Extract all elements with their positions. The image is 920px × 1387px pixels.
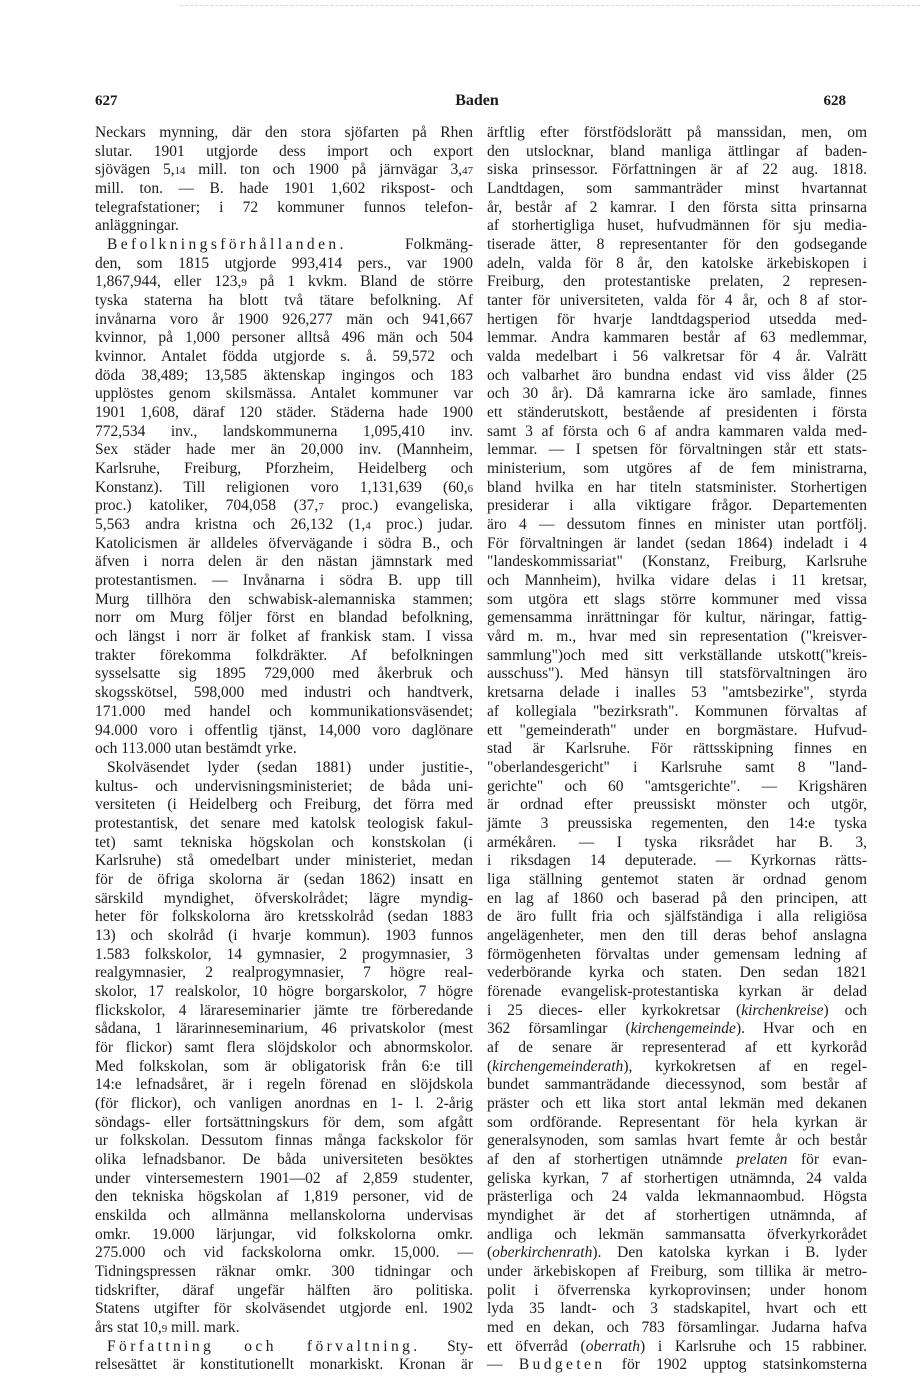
text-line: 1901 1,608, däraf 120 städer. Städerna hade 1900 <box>95 404 473 422</box>
text-line: vård m. m., hvar med sin representation ("kreisver- <box>487 628 867 646</box>
text-line: andliga och lekmän sammansatta öfverkyrkorådet <box>487 1225 867 1243</box>
text-line: geliska kyrkan, 7 af storhertigen utnämnda, 24 valda <box>487 1169 867 1187</box>
spaced-heading: Budgeten <box>518 1356 606 1374</box>
text-run: ), kyrkokretsen af en regel- <box>623 1057 867 1075</box>
text-run: ) i Karlsruhe och 15 rabbiner. <box>639 1337 867 1355</box>
text-line: äro 4 — dessutom finnes en minister utan portfölj. <box>487 516 867 534</box>
text-line: slutar. 1901 utgjorde dess import och export <box>95 142 473 160</box>
italic-term: prelaten <box>736 1150 788 1168</box>
italic-term: kirchenkreise <box>741 1001 824 1019</box>
paragraph <box>487 124 867 1375</box>
text-line: norr om Murg följer först en blandad befolkning, <box>95 609 473 627</box>
text-line <box>95 1319 473 1338</box>
text-line: Sex städer hade mer än 20,000 inv. (Mannheim, <box>95 441 473 459</box>
text-line: presiderar i alla viktigare frågor. Departementen <box>487 497 867 515</box>
text-line: ministerium, som utgöres af de fem ministrarna, <box>487 460 867 478</box>
text-line: telegrafstationer; i 72 kommuner funnos telefon- <box>95 198 473 216</box>
text-line: för flickor) samt flera slöjdskolor och abnormskolor. <box>95 1038 473 1056</box>
right-page-number: 628 <box>823 93 846 109</box>
text-line: 1.583 folkskolor, 14 gymnasier, 2 progymnasier, 3 <box>95 945 473 963</box>
text-line: gerichte" och 60 "amtsgerichte". — Krigshären <box>487 777 867 795</box>
left-page-number: 627 <box>95 93 118 109</box>
text-line: som ordförande. Representant för hela kyrkan är <box>487 1113 867 1131</box>
text-line: kvinnor, på 1,000 personer alltså 496 män och 504 <box>95 329 473 347</box>
text-line: Statens utgifter för skolväsendet utgjorde enl. 1902 <box>95 1300 473 1318</box>
text-run: för evan- <box>787 1150 867 1168</box>
text-run: mill. ton och 1900 på järnvägar 3, <box>185 161 463 179</box>
text-line: och valbarhet äro bundna endast vid viss ålder (25 <box>487 366 867 384</box>
paragraph <box>95 759 473 1338</box>
small-digits: 7 <box>318 501 324 514</box>
text-line: Landtdagen, som sammanträder minst hvartannat <box>487 180 867 198</box>
text-line: trakter förekomma folkdräkter. Af befolkningen <box>95 646 473 664</box>
text-line <box>487 1244 867 1263</box>
spaced-heading: Författning och förvaltning. <box>107 1337 421 1355</box>
text-line <box>487 1151 867 1170</box>
text-line: anläggningar. <box>95 217 179 235</box>
text-run: proc.) judar. <box>370 516 473 534</box>
text-line: och längst i norr är folket af frankisk stam. I vissa <box>95 628 473 646</box>
text-line: af storhertigliga huset, hufvudmännen för sju media- <box>487 217 867 235</box>
text-line: olika lefnadsbanor. De båda universiteten besöktes <box>95 1150 473 1168</box>
text-line: som utgöra ett slags större kommuner med vissa <box>487 590 867 608</box>
spaced-heading: Befolkningsförhållanden. <box>107 236 347 254</box>
text-run: på 1 kvkm. Bland de större <box>246 273 473 291</box>
text-line: mill. ton. — B. hade 1901 1,602 rikspost- och <box>95 180 473 198</box>
text-line: sysselsatte sig 1895 729,000 med åkerbruk och <box>95 665 473 683</box>
text-run: ) och <box>823 1001 867 1019</box>
text-run: proc.) katoliker, 704,058 (37, <box>95 497 319 515</box>
text-line: liga ställning gentemot staten är ordnad genom <box>487 870 867 888</box>
text-line: skolor, 17 realskolor, 10 högre borgarskolor, 7 högre <box>95 982 473 1000</box>
text-line: ärftlig efter förstfödslorätt på manssidan, men, om <box>487 124 867 141</box>
text-line: siska prinsessor. Författningen är af 22 aug. 1818. <box>487 161 867 179</box>
text-line <box>487 1058 867 1077</box>
text-line: sammlung")och med sitt verkställande utskott("kreis- <box>487 646 867 664</box>
text-line: Tidningspressen räknar omkr. 300 tidningar och <box>95 1262 473 1280</box>
text-run: 1,867,944, eller 123, <box>95 273 242 291</box>
page-header <box>0 90 920 112</box>
small-digits: 4 <box>365 520 371 533</box>
text-line: Karlsruhe) stå omedelbart under ministeriet, medan <box>95 852 473 870</box>
text-run: 362 församlingar ( <box>487 1020 631 1038</box>
text-line: protestantisk, det senare med katolsk teologisk fakul- <box>95 814 473 832</box>
text-line: kultus- och undervisningsministeriet; de båda uni- <box>95 777 473 795</box>
text-line <box>95 236 473 255</box>
text-line: af kollegiala "bezirksrath". Kommunen förvaltas af <box>487 702 867 720</box>
text-line: med en dekan, och 783 församlingar. Judarna hafva <box>487 1319 867 1336</box>
text-run: — <box>487 1356 519 1374</box>
text-run: mill. mark. <box>167 1319 240 1336</box>
text-line <box>95 497 473 516</box>
text-line: lyda 35 landt- och 3 stadskapitel, hvart och ett <box>487 1300 867 1318</box>
small-digits: 6 <box>467 482 473 495</box>
text-line: vederbörande kyrka och staten. Den sedan 1821 <box>487 964 867 982</box>
small-digits: 9 <box>241 277 247 290</box>
text-line: i riksdagen 14 deputerade. — Kyrkornas rätts- <box>487 852 867 870</box>
text-line: söndags- eller fortsättningskurs för dem, som afgått <box>95 1113 473 1131</box>
text-run: Konstanz). Till religionen voro 1,131,639 (60, <box>95 478 468 496</box>
text-line: myndighet är det af storhertigen utnämnda, af <box>487 1206 867 1224</box>
text-line: realgymnasier, 2 realprogymnasier, 7 högre real- <box>95 964 473 982</box>
text-line: och Mannheim), hvilka vidare delas i 11 kretsar, <box>487 572 867 590</box>
text-line: bundet sammanträdande diecessynod, som består af <box>487 1076 867 1094</box>
text-line: stad är Karlsruhe. För rättsskipning finnes en <box>487 740 867 758</box>
text-line: hertigen för hvarje landtdagsperiod utsedda med- <box>487 310 867 328</box>
text-run: för 1902 upptog statsinkomsterna <box>605 1356 868 1374</box>
text-line: är ordnad efter preussiskt mönster och utgör, <box>487 796 867 814</box>
text-line: Neckars mynning, där den stora sjöfarten på Rhen <box>95 124 473 141</box>
italic-term: oberrath <box>585 1337 640 1355</box>
text-run: ). Hvar och en <box>735 1020 868 1038</box>
text-line <box>95 1338 473 1357</box>
text-line: förenade evangelisk-protestantiska kyrkan är delad <box>487 982 867 1000</box>
text-line: kretsarna delade i inalles 53 "amtsbezirke", styrda <box>487 684 867 702</box>
text-line: 275.000 och vid fackskolorna omkr. 15,000. — <box>95 1244 473 1262</box>
paragraph <box>95 1338 473 1375</box>
text-line: jämte 3 preussiska regementen, den 14:e tyska <box>487 814 867 832</box>
text-line: 14:e lefnadsåret, är i regeln förenad en slöjdskola <box>95 1076 473 1094</box>
text-line: samt 3 af första och 6 af andra kammaren valda med- <box>487 422 867 440</box>
text-line: de äro fullt fria och själfständiga i alla religiösa <box>487 908 867 926</box>
text-line: och 113.000 utan bestämdt yrke. <box>95 740 297 758</box>
text-line: angelägenheter, men den till deras behof anslagna <box>487 926 867 944</box>
italic-term: kirchengemeinde <box>630 1020 736 1038</box>
text-line <box>95 479 473 498</box>
text-line: versiteten (i Heidelberg och Freiburg, det förra med <box>95 796 473 814</box>
text-line: Med folkskolan, som är obligatorisk från 6:e till <box>95 1057 473 1075</box>
text-run: ( <box>487 1244 493 1262</box>
small-digits: 14 <box>174 165 186 178</box>
text-line: den utslocknar, bland manliga ättlingar af baden- <box>487 142 867 160</box>
text-line: förmögenheten förvaltas under gemensam ledning af <box>487 945 867 963</box>
text-run: proc.) evangeliska, <box>323 497 473 515</box>
text-line: generalsynoden, som samlas hvart femte år och består <box>487 1132 867 1150</box>
text-line: 13) och skolråd (i hvarje kommun). 1903 funnos <box>95 926 473 944</box>
text-line: omkr. 19.000 lärjungar, vid folkskolorna omkr. <box>95 1225 473 1243</box>
text-line: 171.000 med handel och kommunikationsväsendet; <box>95 702 473 720</box>
text-run: af den af storhertigen utnämnde <box>487 1150 737 1168</box>
text-line: den tekniska högskolan af 1,819 personer, vid de <box>95 1188 473 1206</box>
text-line: protestantismen. — Invånarna i södra B. upp till <box>95 572 473 590</box>
text-line: den, som 1815 utgjorde 993,414 pers., var 1900 <box>95 254 473 272</box>
text-line: polit i öfverrenska kyrkoprovinsen; under honom <box>487 1281 867 1299</box>
text-line: under ärkebiskopen af Freiburg, som tillika är metro- <box>487 1262 867 1280</box>
text-run: Sty- <box>420 1337 473 1355</box>
text-line <box>487 1020 867 1039</box>
italic-term: kirchengemeinderath <box>492 1057 624 1075</box>
text-line: döda 38,489; 13,585 äktenskap ingingos och 183 <box>95 366 473 384</box>
text-line: år, består af 2 kamrar. I den första sitta prinsarna <box>487 198 867 216</box>
text-run: Folkmäng- <box>346 236 473 254</box>
text-line: en lag af 1860 och baserad på den principen, att <box>487 889 867 907</box>
text-run: ( <box>487 1057 493 1075</box>
text-line: ur folkskolan. Dessutom finnas många fackskolor för <box>95 1132 473 1150</box>
text-line: tyska staterna ha blott två tätare befolkning. Af <box>95 292 473 310</box>
text-line: och 30 år). Då kamrarna icke äro samlade, finnes <box>487 385 867 403</box>
text-line: bland hvilka en har titeln statsminister. Storhertigen <box>487 478 867 496</box>
text-line: lemmar. — I spetsen för förvaltningen står ett stats- <box>487 441 867 459</box>
text-line: "landeskommissariat" (Konstanz, Freiburg, Karlsruhe <box>487 553 867 571</box>
text-line: af de senare är representerad af ett kyrkoråd <box>487 1038 867 1056</box>
text-line: tanter för universiteten, valda för 4 år, och 8 af stor- <box>487 292 867 310</box>
running-title: Baden <box>455 92 499 109</box>
text-line: sådana, 1 lärarinneseminarium, 46 privatskolor (mest <box>95 1020 473 1038</box>
text-line: kvinnor. Antalet födda utgjorde s. å. 59,572 och <box>95 348 473 366</box>
text-line: Katolicismen är alldeles öfvervägande i södra B., och <box>95 534 473 552</box>
text-line <box>95 516 473 535</box>
text-run: års stat 10, <box>95 1319 162 1336</box>
text-run: 5,563 andra kristna och 26,132 (1, <box>95 516 366 534</box>
text-line: heter för folkskolorna äro kretsskolråd (sedan 1883 <box>95 908 473 926</box>
text-line: Skolväsendet lyder (sedan 1881) under justitie-, <box>107 758 473 776</box>
text-line: äfven i norra delen är den nästan jämnstark med <box>95 553 473 571</box>
text-line: Karlsruhe, Freiburg, Pforzheim, Heidelberg och <box>95 460 473 478</box>
text-line <box>487 1338 867 1357</box>
text-line: 772,534 inv., landskommunerna 1,095,410 inv. <box>95 422 473 440</box>
text-line: gemensamma inrättningar för kultur, näringar, fattig- <box>487 609 867 627</box>
small-digits: 47 <box>462 165 473 178</box>
text-line <box>487 1002 867 1021</box>
text-line <box>487 1356 867 1375</box>
italic-term: oberkirchenrath <box>492 1244 593 1262</box>
text-line: valda medelbart i 56 valkretsar för 4 år. Valrätt <box>487 348 867 366</box>
text-run: i 25 dieces- eller kyrkokretsar ( <box>487 1001 742 1019</box>
text-line: för de öfriga skolorna är (sedan 1862) insatt en <box>95 870 473 888</box>
text-line: tidskrifter, däraf ungefär hälften äro politiska. <box>95 1281 473 1299</box>
text-line: tet) samt tekniska högskolan och konstskolan (i <box>95 833 473 851</box>
paragraph <box>95 124 473 236</box>
text-line: ett ständerutskott, bestående af presidenten i första <box>487 404 867 422</box>
text-line: lemmar. Andra kammaren består af 63 medlemmar, <box>487 329 867 347</box>
text-line: 94.000 voro i offentlig tjänst, 14,000 voro daglönare <box>95 721 473 739</box>
scan-edge-line <box>180 5 920 6</box>
text-line: enskilda och allmänna mellanskolorna undervisas <box>95 1206 473 1224</box>
text-line: armékåren. — I tyska riksrådet har B. 3, <box>487 833 867 851</box>
text-run: ett öfverråd ( <box>487 1337 586 1355</box>
text-line: tiserade ätter, 8 representanter för den godsegande <box>487 236 867 254</box>
text-line: adeln, valda för 8 år, den katolske ärkebiskopen i <box>487 254 867 272</box>
text-run: ). Den katolska kyrkan i B. lyder <box>592 1244 867 1262</box>
small-digits: 9 <box>161 1323 168 1335</box>
text-line: upplöstes genom skilsmässa. Antalet kommuner var <box>95 385 473 403</box>
text-line <box>95 161 473 180</box>
text-line: prästerliga och 24 valda lekmannaombud. Högsta <box>487 1188 867 1206</box>
text-line: präster och ett lika stort antal lekmän med dekanen <box>487 1094 867 1112</box>
text-run: sjövägen 5, <box>95 161 175 179</box>
text-line: särskild myndighet, öfverskolrådet; lägre myndig- <box>95 889 473 907</box>
text-line <box>95 273 473 292</box>
text-line: under vintersemestern 1901—02 af 2,859 studenter, <box>95 1169 473 1187</box>
paragraph <box>95 236 473 759</box>
right-text-column <box>487 124 867 1375</box>
text-line: "oberlandesgericht" i Karlsruhe samt 8 "land- <box>487 758 867 776</box>
text-line: ett "gemeinderath" under en borgmästare. Hufvud- <box>487 721 867 739</box>
text-line: invånarna voro år 1900 926,277 män och 941,667 <box>95 310 473 328</box>
text-line: För förvaltningen är landet (sedan 1864) indeladt i 4 <box>487 534 867 552</box>
text-line: skogsskötsel, 598,000 med industri och handtverk, <box>95 684 473 702</box>
text-line: flickskolor, 4 lärareseminarier jämte tre förberedande <box>95 1001 473 1019</box>
text-line: (för flickor), och vanligen anordnas en 1- l. 2-årig <box>95 1094 473 1112</box>
text-line: Freiburg, den protestantiske prelaten, 2 represen- <box>487 273 867 291</box>
left-text-column <box>95 124 473 1375</box>
text-line: Murg tillhöra den schwabisk-alemanniska stammen; <box>95 590 473 608</box>
text-line: ausschuss"). Med hänsyn till statsförvaltningen äro <box>487 665 867 683</box>
text-line: relsesättet är konstitutionellt monarkiskt. Kronan är <box>95 1356 473 1374</box>
